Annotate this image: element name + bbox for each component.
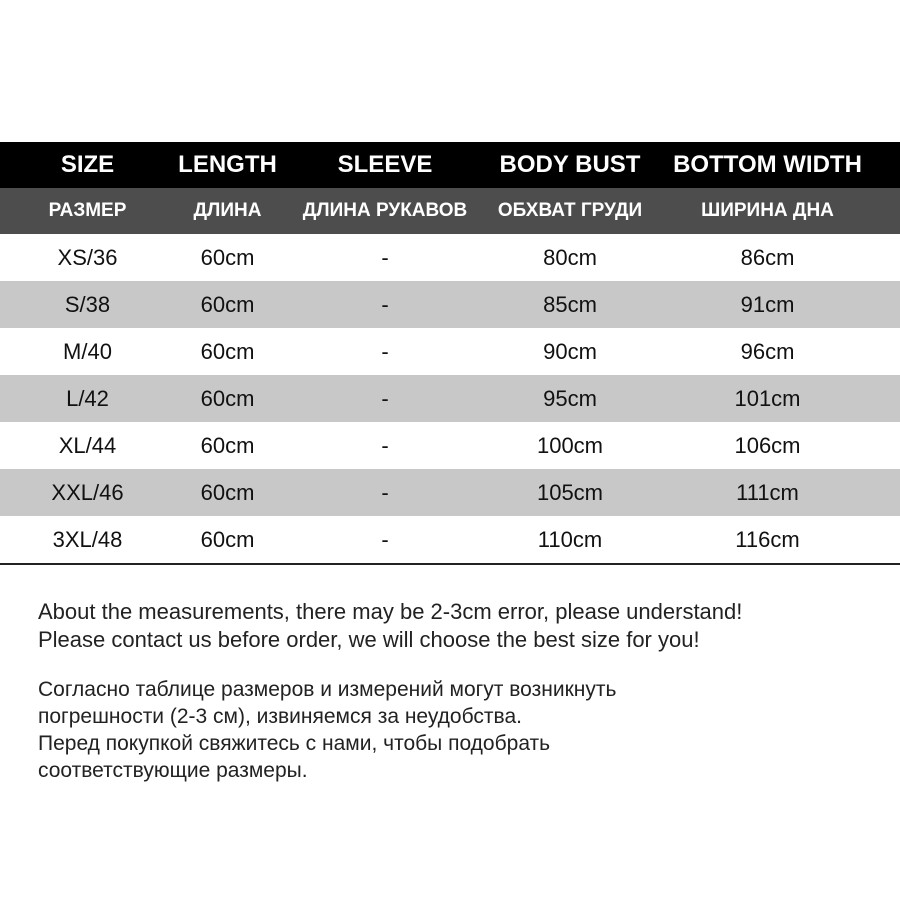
length-cell: 60cm [200,385,255,411]
header-sleeve: SLEEVE [337,151,433,178]
sleeve-cell: - [381,479,389,505]
header-length: LENGTH [178,151,277,178]
sleeve-cell: - [381,526,389,552]
sleeve-cell: - [381,338,389,364]
table-row [0,281,900,328]
table-row [0,469,900,516]
table-row [0,422,900,469]
bottom-width-cell: 111cm [736,479,799,505]
header-body-bust: BODY BUST [499,151,641,178]
bust-cell: 90cm [543,338,597,364]
bottom-width-cell: 91cm [740,291,795,317]
notes-spacer [38,654,888,676]
header-bottom-width-ru: ШИРИНА ДНА [701,200,834,221]
bottom-width-cell: 101cm [734,385,801,411]
bottom-width-cell: 96cm [740,338,795,364]
header-bottom-width: BOTTOM WIDTH [673,151,862,178]
measurement-notes [38,598,888,784]
size-cell: 3XL/48 [52,526,123,552]
length-cell: 60cm [200,479,255,505]
length-cell: 60cm [200,432,255,458]
sleeve-cell: - [381,432,389,458]
size-cell: XL/44 [58,432,117,458]
note-ru-line-4: соответствующие размеры. [38,759,308,782]
table-row [0,328,900,375]
length-cell: 60cm [200,291,255,317]
sleeve-cell: - [381,244,389,270]
bust-cell: 80cm [543,244,597,270]
bottom-width-cell: 86cm [740,244,795,270]
sleeve-cell: - [381,385,389,411]
bottom-width-cell: 116cm [735,526,800,552]
size-cell: XS/36 [57,244,118,270]
length-cell: 60cm [200,338,255,364]
bust-cell: 105cm [536,479,604,505]
note-en-line-2: Please contact us before order, we will choose the best size for you! [38,627,700,652]
size-cell: L/42 [66,385,109,411]
header-row-russian [0,188,900,234]
bust-cell: 110cm [537,526,603,552]
header-length-ru: ДЛИНА [193,200,262,221]
header-sleeve-ru: ДЛИНА РУКАВОВ [302,200,468,221]
length-cell: 60cm [200,526,255,552]
bust-cell: 85cm [543,291,597,317]
note-ru-line-1: Согласно таблице размеров и измерений могут возникнуть [38,678,617,701]
size-cell: XXL/46 [51,479,124,505]
header-row-english [0,142,900,188]
bust-cell: 95cm [543,385,597,411]
header-size-ru: РАЗМЕР [48,200,127,221]
size-chart-table [0,142,900,565]
table-row [0,234,900,281]
table-row [0,375,900,422]
size-cell: M/40 [63,338,112,364]
size-cell: S/38 [64,291,111,317]
note-ru-line-3: Перед покупкой свяжитесь с нами, чтобы подобрать [38,732,551,755]
sleeve-cell: - [381,291,389,317]
bottom-width-cell: 106cm [734,432,801,458]
bust-cell: 100cm [536,432,604,458]
header-body-bust-ru: ОБХВАТ ГРУДИ [497,200,643,221]
table-row [0,516,900,565]
note-en-line-1: About the measurements, there may be 2-3cm error, please understand! [38,599,743,624]
length-cell: 60cm [200,244,255,270]
note-ru-line-2: погрешности (2-3 см), извиняемся за неудобства. [38,705,522,728]
header-size: SIZE [60,151,115,178]
